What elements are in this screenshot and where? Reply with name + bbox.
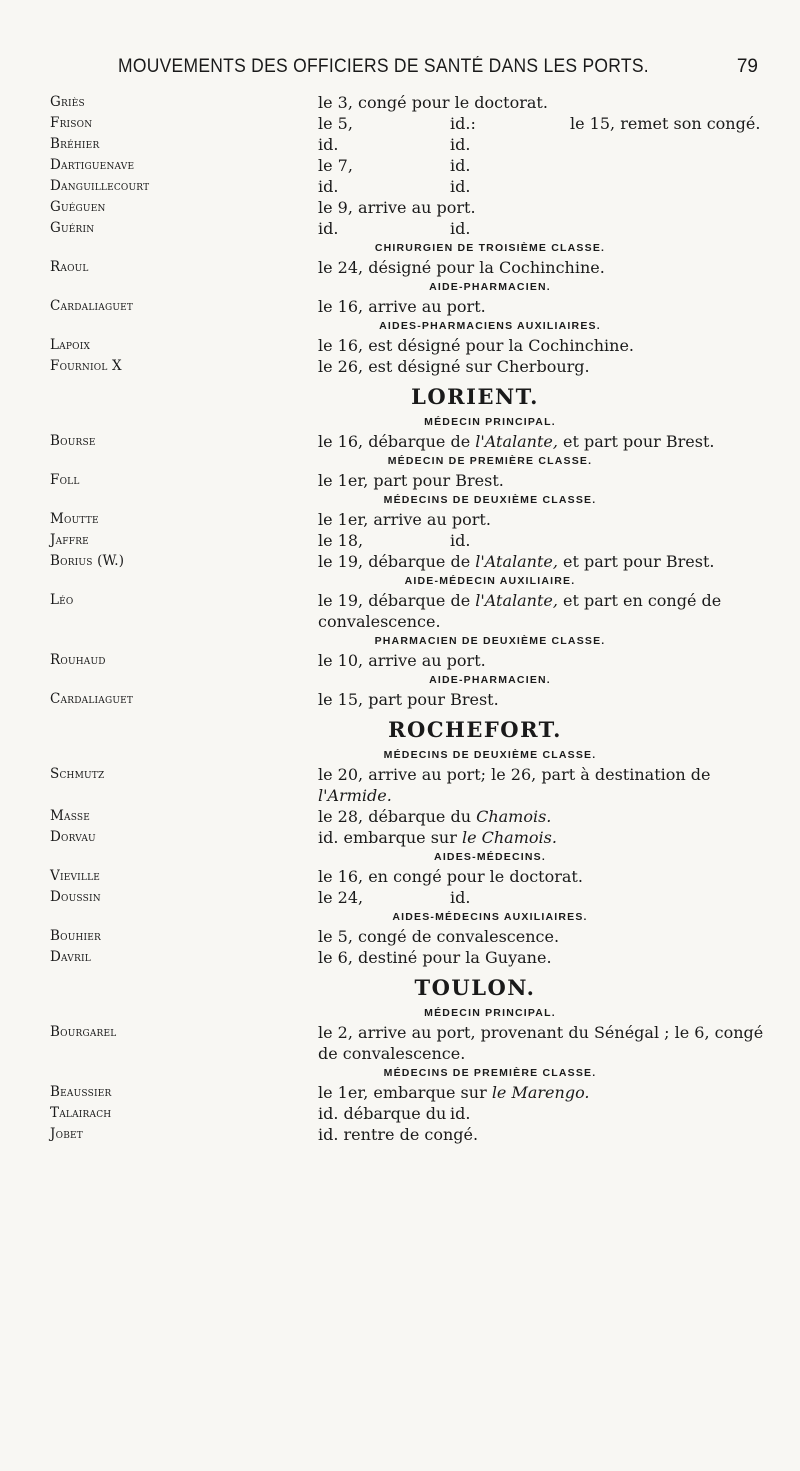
list-item <box>50 431 770 452</box>
officer-name: Léo <box>50 592 74 608</box>
officer-name: Bréhier <box>50 136 100 152</box>
ship-name: l'Atalante, <box>475 552 558 571</box>
movement-detail: le 19, débarque de l'Atalante, et part pour Brest. <box>318 552 715 571</box>
movement-detail: le 2, arrive au port, provenant du Sénégal ; le 6, congé de convalescence. <box>318 1023 764 1063</box>
side-note: le 15, remet son congé. <box>570 114 761 133</box>
ditto-mark: id. <box>450 156 471 175</box>
officer-name: Jobet <box>50 1126 83 1142</box>
movement-detail: le 3, congé pour le doctorat. <box>318 93 548 112</box>
list-item <box>50 590 770 632</box>
document-body <box>50 92 770 1145</box>
ditto-mark: id. <box>450 888 471 907</box>
officer-name: Danguillecourt <box>50 178 150 194</box>
page-header <box>0 56 800 86</box>
list-item <box>50 827 770 848</box>
officer-name: Foll <box>50 472 80 488</box>
movement-detail: le 16, débarque de l'Atalante, et part pour Brest. <box>318 432 715 451</box>
list-item <box>50 257 770 278</box>
officer-name: Vieville <box>50 868 101 884</box>
list-item <box>50 887 770 908</box>
officer-name: Cardaliaguet <box>50 691 134 707</box>
list-item <box>50 470 770 491</box>
list-item <box>50 866 770 887</box>
movement-detail: le 18, <box>318 531 364 550</box>
movement-detail: le 5, <box>318 114 353 133</box>
rank-heading: MÉDECINS DE DEUXIÈME CLASSE. <box>383 749 597 761</box>
movement-detail: le 16, est désigné pour la Cochinchine. <box>318 336 634 355</box>
rank-heading: AIDES-MÉDECINS AUXILIAIRES. <box>392 911 588 923</box>
rank-heading: MÉDECINS DE PREMIÈRE CLASSE. <box>383 1067 597 1079</box>
officer-name: Schmutz <box>50 766 105 782</box>
ditto-mark: id. <box>450 135 471 154</box>
list-item <box>50 356 770 377</box>
officer-name: Bouhier <box>50 928 102 944</box>
officer-name: Rouhaud <box>50 652 106 668</box>
officer-name: Lapoix <box>50 337 91 353</box>
list-item <box>50 155 770 176</box>
list-item <box>50 1124 770 1145</box>
ship-name: le Chamois. <box>461 828 557 847</box>
ditto-mark: id. <box>450 219 471 238</box>
rank-heading: CHIRURGIEN DE TROISIÈME CLASSE. <box>374 242 606 254</box>
ship-name: Chamois. <box>476 807 552 826</box>
rank-heading: MÉDECIN DE PREMIÈRE CLASSE. <box>387 455 593 467</box>
movement-detail: le 16, arrive au port. <box>318 297 486 316</box>
movement-detail: id. <box>318 219 339 238</box>
page-number: 79 <box>736 56 758 77</box>
ship-name: l'Atalante, <box>475 591 558 610</box>
officer-name: Bourse <box>50 433 96 449</box>
movement-detail: le 20, arrive au port; le 26, part à destination de l'Armide. <box>318 765 711 805</box>
movement-detail: le 10, arrive au port. <box>318 651 486 670</box>
list-item <box>50 197 770 218</box>
movement-detail: le 9, arrive au port. <box>318 198 476 217</box>
rank-heading: AIDES-MÉDECINS. <box>434 851 546 863</box>
list-item <box>50 134 770 155</box>
list-item <box>50 806 770 827</box>
list-item <box>50 764 770 806</box>
rank-heading: MÉDECIN PRINCIPAL. <box>424 1007 556 1019</box>
ditto-mark: id. <box>450 531 471 550</box>
list-item <box>50 1082 770 1103</box>
list-item <box>50 947 770 968</box>
port-heading: TOULON. <box>414 975 536 1000</box>
rank-heading: PHARMACIEN DE DEUXIÈME CLASSE. <box>374 635 606 647</box>
officer-name: Bourgarel <box>50 1024 117 1040</box>
officer-name: Frison <box>50 115 93 131</box>
officer-name: Doussin <box>50 889 101 905</box>
movement-detail: le 1er, embarque sur le Marengo. <box>318 1083 590 1102</box>
ship-name: l'Armide. <box>318 786 392 805</box>
officer-name: Beaussier <box>50 1084 112 1100</box>
officer-name: Griès <box>50 94 85 110</box>
officer-name: Dartiguenave <box>50 157 135 173</box>
list-item <box>50 335 770 356</box>
list-item <box>50 509 770 530</box>
officer-name: Borius (W.) <box>50 553 125 569</box>
list-item <box>50 689 770 710</box>
officer-name: Davril <box>50 949 91 965</box>
officer-name: Talairach <box>50 1105 112 1121</box>
officer-name: Masse <box>50 808 91 824</box>
movement-detail: id. rentre de congé. <box>318 1125 479 1144</box>
ditto-mark: id. <box>450 1104 471 1123</box>
rank-heading: AIDES-PHARMACIENS AUXILIAIRES. <box>379 320 601 332</box>
list-item <box>50 530 770 551</box>
officer-name: Fourniol X <box>50 358 122 374</box>
movement-detail: le 7, <box>318 156 353 175</box>
port-heading: ROCHEFORT. <box>388 717 562 742</box>
list-item <box>50 113 770 134</box>
movement-detail: id. embarque sur le Chamois. <box>318 828 557 847</box>
officer-name: Raoul <box>50 259 89 275</box>
movement-detail: le 1er, part pour Brest. <box>318 471 504 490</box>
list-item <box>50 92 770 113</box>
movement-detail: le 6, destiné pour la Guyane. <box>318 948 552 967</box>
ship-name: l'Atalante, <box>475 432 558 451</box>
officer-name: Jaffre <box>50 532 89 548</box>
officer-name: Dorvau <box>50 829 96 845</box>
list-item <box>50 1022 770 1064</box>
movement-detail: id. <box>318 135 339 154</box>
officer-name: Cardaliaguet <box>50 298 134 314</box>
list-item <box>50 176 770 197</box>
movement-detail: id. <box>318 177 339 196</box>
rank-heading: AIDE-PHARMACIEN. <box>429 281 551 293</box>
officer-name: Guérin <box>50 220 95 236</box>
movement-detail: le 24, désigné pour la Cochinchine. <box>318 258 605 277</box>
movement-detail: le 26, est désigné sur Cherbourg. <box>318 357 590 376</box>
list-item <box>50 650 770 671</box>
movement-detail: le 16, en congé pour le doctorat. <box>318 867 583 886</box>
list-item <box>50 218 770 239</box>
ship-name: le Marengo. <box>491 1083 590 1102</box>
movement-detail: le 1er, arrive au port. <box>318 510 491 529</box>
movement-detail: le 5, congé de convalescence. <box>318 927 560 946</box>
rank-heading: AIDE-PHARMACIEN. <box>429 674 551 686</box>
movement-detail: id. débarque du <box>318 1104 447 1123</box>
rank-heading: AIDE-MÉDECIN AUXILIAIRE. <box>404 575 576 587</box>
list-item <box>50 296 770 317</box>
movement-detail: le 28, débarque du Chamois. <box>318 807 552 826</box>
rank-heading: MÉDECINS DE DEUXIÈME CLASSE. <box>383 494 597 506</box>
list-item <box>50 1103 770 1124</box>
list-item <box>50 551 770 572</box>
officer-name: Moutte <box>50 511 99 527</box>
officer-name: Guéguen <box>50 199 106 215</box>
port-heading: LORIENT. <box>411 384 539 409</box>
running-title: MOUVEMENTS DES OFFICIERS DE SANTÉ DANS LES PORTS. <box>118 56 649 77</box>
movement-detail: le 19, débarque de l'Atalante, et part en congé de convalescence. <box>318 591 722 631</box>
ditto-mark: id. <box>450 177 471 196</box>
ditto-mark: id.: <box>450 114 476 133</box>
movement-detail: le 24, <box>318 888 364 907</box>
list-item <box>50 926 770 947</box>
movement-detail: le 15, part pour Brest. <box>318 690 499 709</box>
rank-heading: MÉDECIN PRINCIPAL. <box>424 416 556 428</box>
